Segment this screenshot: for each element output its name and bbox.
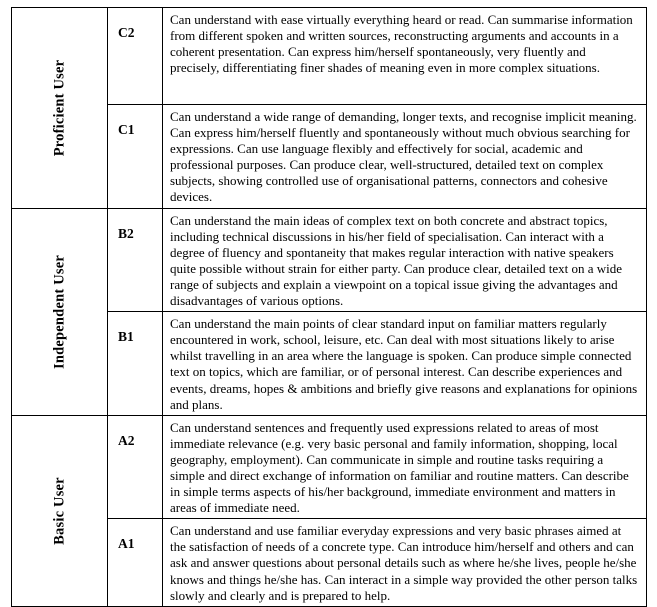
level-cell xyxy=(108,105,163,209)
group-label-basic-user: Basic User xyxy=(51,477,67,545)
table-row xyxy=(12,8,647,105)
description-cell xyxy=(163,312,647,416)
level-description-b1: Can understand the main points of clear standard input on familiar matters regularly encountered in work, school, leisure, etc. Can deal with most situations likely to arise whilst travelling in an area where the language is spoken. Can produce simple connected text on topics, which are familiar, or of personal interest. Can describe experiences and events, dreams, hopes & ambitions and briefly give reasons and explanations for opinions and plans. xyxy=(170,316,638,412)
level-cell xyxy=(108,8,163,105)
group-cell-independent xyxy=(12,208,108,415)
level-description-a1: Can understand and use familiar everyday expressions and very basic phrases aimed at the satisfaction of needs of a concrete type. Can introduce him/herself and others and can ask and answer questions about personal details such as where he/she lives, people he/she knows and things he/she has. Can interact in a simple way provided the other person talks slowly and clearly and is prepared to help. xyxy=(170,523,638,603)
level-cell xyxy=(108,519,163,607)
level-code-c1: C1 xyxy=(118,122,135,137)
group-cell-proficient xyxy=(12,8,108,209)
level-code-b2: B2 xyxy=(118,225,134,241)
group-cell-basic xyxy=(12,415,108,607)
level-cell xyxy=(108,208,163,312)
level-code-a1: A1 xyxy=(118,536,135,552)
description-cell xyxy=(163,105,647,209)
level-code-a2: A2 xyxy=(118,432,135,448)
level-code-b1: B1 xyxy=(118,329,134,345)
level-cell xyxy=(108,415,163,519)
level-cell xyxy=(108,312,163,416)
level-description-b2: Can understand the main ideas of complex text on both concrete and abstract topics, including technical discussions in his/her field of specialisation. Can interact with a degree of fluency and spontaneity that makes regular interaction with native speakers quite possible without strain for either party. Can produce clear, detailed text on a wide range of subjects and explain a viewpoint on a topical issue giving the advantages and disadvantages of various options. xyxy=(170,212,623,309)
description-cell xyxy=(163,519,647,607)
level-description-c2: Can understand with ease virtually everything heard or read. Can summarise information from different spoken and written sources, reconstructing arguments and accounts in a coherent presentation. Can express him/herself spontaneously, very fluently and precisely, differentiating finer shades of meaning even in more complex situations. xyxy=(170,12,633,76)
table-row xyxy=(12,208,647,312)
group-label-independent-user: Independent User xyxy=(51,254,67,369)
description-cell xyxy=(163,8,647,105)
table-row xyxy=(12,415,647,519)
level-description-a2: Can understand sentences and frequently used expressions related to areas of most immediate relevance (e.g. very basic personal and family information, shopping, local geography, employment). Can communicate in simple and routine tasks requiring a simple and direct exchange of information on familiar and routine matters. Can describe in simple terms aspects of his/her background, immediate environment and matters in areas of immediate need. xyxy=(170,419,629,516)
cefr-levels-table xyxy=(11,7,647,607)
level-code-c2: C2 xyxy=(118,25,135,40)
level-description-c1: Can understand a wide range of demanding, longer texts, and recognise implicit meaning. Can express him/herself fluently and spontaneously without much obvious searching for expressions. Can use language flexibly and effectively for social, academic and professional purposes. Can produce clear, well-structured, detailed text on complex subjects, showing controlled use of organisational patterns, connectors and cohesive devices. xyxy=(170,109,637,205)
group-label-proficient-user: Proficient User xyxy=(51,59,67,157)
description-cell xyxy=(163,415,647,519)
description-cell xyxy=(163,208,647,312)
